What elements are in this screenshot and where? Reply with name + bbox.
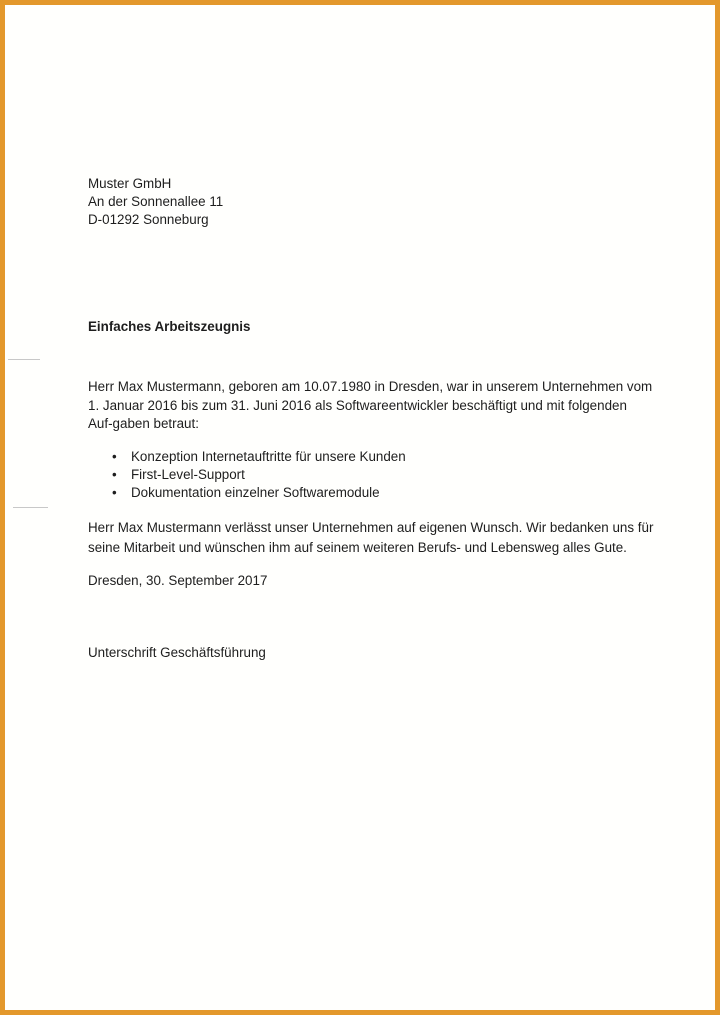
signature-line: Unterschrift Geschäftsführung	[88, 645, 266, 660]
duty-label: First-Level-Support	[131, 467, 245, 482]
sender-city: D-01292 Sonneburg	[88, 212, 209, 227]
letter-subject: Einfaches Arbeitszeugnis	[88, 319, 251, 334]
place-date: Dresden, 30. September 2017	[88, 573, 268, 588]
sender-address	[88, 175, 223, 229]
intro-paragraph: Herr Max Mustermann, geboren am 10.07.1980 in Dresden, war in unserem Unternehmen vom 1. Januar 2016 bis zum 31. Juni 2016 als Softwareentwickler beschäftigt und mit folgenden Auf-gaben betraut:	[88, 379, 653, 431]
letter-page	[5, 5, 715, 1010]
sender-company: Muster GmbH	[88, 176, 172, 191]
bullet-icon: •	[112, 449, 117, 464]
list-item	[88, 484, 406, 502]
closing-paragraph: Herr Max Mustermann verlässt unser Unternehmen auf eigenen Wunsch. Wir bedanken uns für seine Mitarbeit und wünschen ihm auf seinem weiteren Berufs- und Lebensweg alles Gute.	[88, 520, 654, 555]
sender-street: An der Sonnenallee 11	[88, 194, 224, 209]
fold-mark-bottom	[13, 507, 48, 508]
duties-list	[88, 448, 406, 502]
bullet-icon: •	[112, 485, 117, 500]
bullet-icon: •	[112, 467, 117, 482]
duty-label: Dokumentation einzelner Softwaremodule	[131, 485, 380, 500]
duty-label: Konzeption Internetauftritte für unsere Kunden	[131, 449, 406, 464]
fold-mark-top	[8, 359, 40, 360]
list-item	[88, 466, 406, 484]
list-item	[88, 448, 406, 466]
